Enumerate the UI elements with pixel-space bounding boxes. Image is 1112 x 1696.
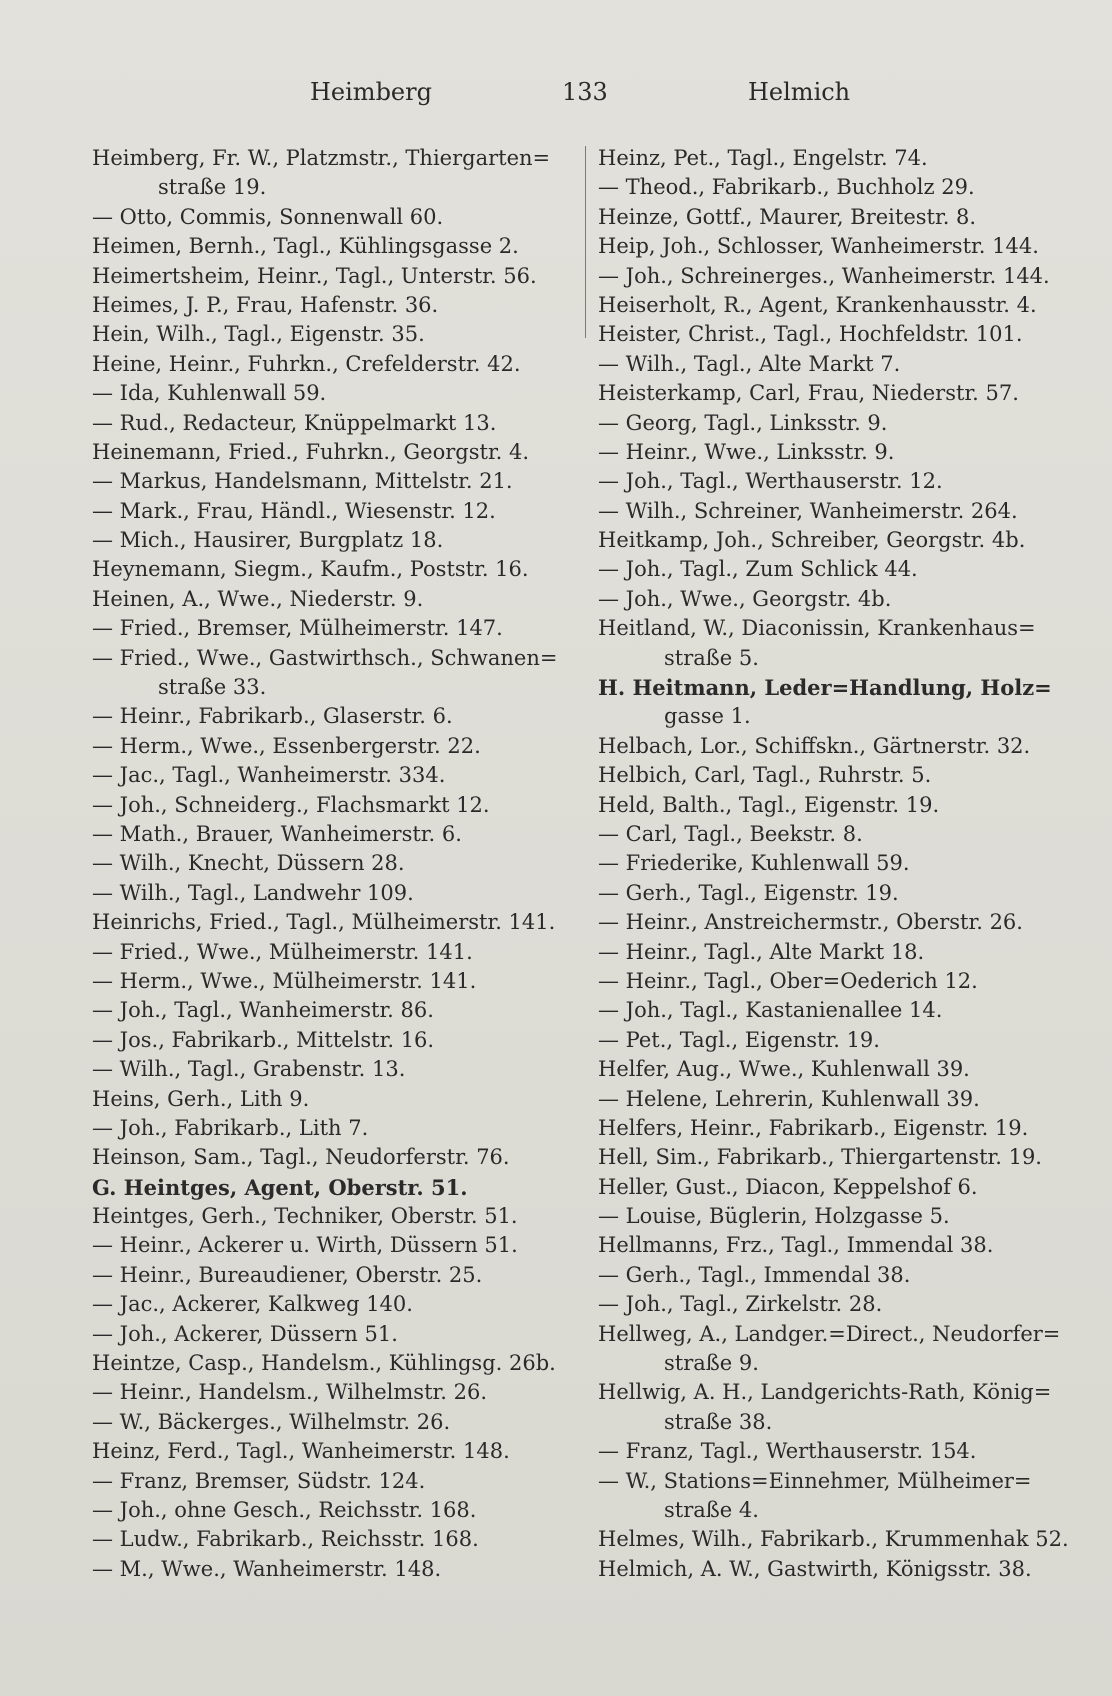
directory-entry: Helfers, Heinr., Fabrikarb., Eigenstr. 19. xyxy=(598,1115,1029,1140)
directory-entry: Heintze, Casp., Handelsm., Kühlingsg. 26b. xyxy=(92,1351,556,1376)
directory-entry: — Heinr., Tagl., Ober=Oederich 12. xyxy=(598,968,978,993)
header-right-keyword: Helmich xyxy=(748,78,851,106)
directory-entry: — Joh., Tagl., Kastanienallee 14. xyxy=(598,998,943,1023)
directory-entry: Heimertsheim, Heinr., Tagl., Unterstr. 56. xyxy=(92,263,537,288)
directory-entry: Hell, Sim., Fabrikarb., Thiergartenstr. 19. xyxy=(598,1145,1042,1170)
directory-entry: — Heinr., Fabrikarb., Glaserstr. 6. xyxy=(92,704,453,729)
directory-entry: — W., Stations=Einnehmer, Mülheimer= xyxy=(598,1468,1032,1493)
directory-entry: — Joh., ohne Gesch., Reichsstr. 168. xyxy=(92,1497,477,1522)
directory-entry: — Jos., Fabrikarb., Mittelstr. 16. xyxy=(92,1027,435,1052)
directory-entry: — Joh., Tagl., Wanheimerstr. 86. xyxy=(92,998,434,1023)
directory-entry: Hein, Wilh., Tagl., Eigenstr. 35. xyxy=(92,322,425,347)
directory-entry: — Ida, Kuhlenwall 59. xyxy=(92,381,327,406)
directory-entry: — Math., Brauer, Wanheimerstr. 6. xyxy=(92,821,462,846)
directory-entry: — Heinr., Handelsm., Wilhelmstr. 26. xyxy=(92,1380,488,1405)
directory-entry: Heins, Gerh., Lith 9. xyxy=(92,1086,310,1111)
directory-entry: Heynemann, Siegm., Kaufm., Poststr. 16. xyxy=(92,557,529,582)
directory-entry: Helmich, A. W., Gastwirth, Königsstr. 38. xyxy=(598,1556,1032,1581)
directory-entry: — Gerh., Tagl., Immendal 38. xyxy=(598,1262,911,1287)
directory-entry: Heinz, Ferd., Tagl., Wanheimerstr. 148. xyxy=(92,1439,510,1464)
directory-entry: — Herm., Wwe., Mülheimerstr. 141. xyxy=(92,968,477,993)
directory-entry: Heine, Heinr., Fuhrkn., Crefelderstr. 42. xyxy=(92,351,521,376)
directory-entry: — Joh., Schreinerges., Wanheimerstr. 144. xyxy=(598,263,1050,288)
directory-entry: — Wilh., Schreiner, Wanheimerstr. 264. xyxy=(598,498,1018,523)
directory-entry: — Markus, Handelsmann, Mittelstr. 21. xyxy=(92,469,513,494)
left-column xyxy=(92,144,574,1584)
directory-entry: Heiserholt, R., Agent, Krankenhausstr. 4. xyxy=(598,292,1037,317)
directory-entry: — Heinr., Ackerer u. Wirth, Düssern 51. xyxy=(92,1233,518,1258)
directory-entry: — Georg, Tagl., Linksstr. 9. xyxy=(598,410,888,435)
directory-entry: — Heinr., Anstreichermstr., Oberstr. 26. xyxy=(598,910,1023,935)
directory-entry: Heitland, W., Diaconissin, Krankenhaus= xyxy=(598,616,1036,641)
directory-entry: — Otto, Commis, Sonnenwall 60. xyxy=(92,204,444,229)
directory-entry: — Franz, Bremser, Südstr. 124. xyxy=(92,1468,426,1493)
running-header xyxy=(0,78,1112,108)
directory-entry: Heinz, Pet., Tagl., Engelstr. 74. xyxy=(598,146,928,170)
directory-entry: gasse 1. xyxy=(664,704,751,729)
directory-entry: — Franz, Tagl., Werthauserstr. 154. xyxy=(598,1439,977,1464)
directory-entry: Helfer, Aug., Wwe., Kuhlenwall 39. xyxy=(598,1057,970,1082)
directory-entry: — Heinr., Tagl., Alte Markt 18. xyxy=(598,939,925,964)
directory-entry: — Mich., Hausirer, Burgplatz 18. xyxy=(92,528,444,553)
directory-entry: — Heinr., Wwe., Linksstr. 9. xyxy=(598,439,895,464)
directory-entry: straße 9. xyxy=(664,1351,759,1376)
directory-entry: — Heinr., Bureaudiener, Oberstr. 25. xyxy=(92,1262,483,1287)
directory-entry: — Joh., Wwe., Georgstr. 4b. xyxy=(598,586,892,611)
directory-entry: Heitkamp, Joh., Schreiber, Georgstr. 4b. xyxy=(598,528,1026,553)
directory-entry: Heintges, Gerh., Techniker, Oberstr. 51. xyxy=(92,1204,518,1229)
directory-entry: G. Heintges, Agent, Oberstr. 51. xyxy=(92,1174,468,1200)
directory-entry: — Gerh., Tagl., Eigenstr. 19. xyxy=(598,880,899,905)
header-left-keyword: Heimberg xyxy=(310,78,432,106)
directory-entry: — Herm., Wwe., Essenbergerstr. 22. xyxy=(92,733,481,758)
directory-entry: Hellwig, A. H., Landgerichts-Rath, König= xyxy=(598,1380,1052,1405)
directory-entry: — Wilh., Tagl., Grabenstr. 13. xyxy=(92,1057,406,1082)
directory-entry: — Ludw., Fabrikarb., Reichsstr. 168. xyxy=(92,1527,479,1552)
directory-entry: Heinemann, Fried., Fuhrkn., Georgstr. 4. xyxy=(92,439,530,464)
directory-entry: — Pet., Tagl., Eigenstr. 19. xyxy=(598,1027,880,1052)
directory-entry: — Joh., Ackerer, Düssern 51. xyxy=(92,1321,398,1346)
directory-entry: Helbach, Lor., Schiffskn., Gärtnerstr. 32. xyxy=(598,733,1031,758)
directory-entry: — Joh., Schneiderg., Flachsmarkt 12. xyxy=(92,792,490,817)
directory-entry: Heip, Joh., Schlosser, Wanheimerstr. 144. xyxy=(598,234,1039,259)
directory-entry: — Wilh., Knecht, Düssern 28. xyxy=(92,851,405,876)
directory-entry: Heimberg, Fr. W., Platzmstr., Thiergarten= xyxy=(92,146,551,170)
directory-entry: Heinson, Sam., Tagl., Neudorferstr. 76. xyxy=(92,1145,510,1170)
directory-entry: Hellweg, A., Landger.=Direct., Neudorfer= xyxy=(598,1321,1061,1346)
directory-entry: — M., Wwe., Wanheimerstr. 148. xyxy=(92,1556,442,1581)
directory-entry: — Joh., Tagl., Zum Schlick 44. xyxy=(598,557,918,582)
directory-entry: — Theod., Fabrikarb., Buchholz 29. xyxy=(598,175,975,200)
directory-entry: H. Heitmann, Leder=Handlung, Holz= xyxy=(598,675,1052,701)
directory-entry: — Joh., Tagl., Werthauserstr. 12. xyxy=(598,469,943,494)
directory-entry: Held, Balth., Tagl., Eigenstr. 19. xyxy=(598,792,940,817)
directory-entry: Hellmanns, Frz., Tagl., Immendal 38. xyxy=(598,1233,994,1258)
directory-entry: straße 38. xyxy=(664,1409,773,1434)
directory-entry: — Friederike, Kuhlenwall 59. xyxy=(598,851,910,876)
directory-entry: — Joh., Tagl., Zirkelstr. 28. xyxy=(598,1292,883,1317)
directory-entry: Heinen, A., Wwe., Niederstr. 9. xyxy=(92,586,424,611)
directory-entry: — Mark., Frau, Händl., Wiesenstr. 12. xyxy=(92,498,496,523)
directory-entry: — Jac., Tagl., Wanheimerstr. 334. xyxy=(92,763,446,788)
directory-entry: — Rud., Redacteur, Knüppelmarkt 13. xyxy=(92,410,497,435)
directory-entry: Heisterkamp, Carl, Frau, Niederstr. 57. xyxy=(598,381,1019,406)
directory-entry: Helbich, Carl, Tagl., Ruhrstr. 5. xyxy=(598,763,932,788)
directory-entry: — W., Bäckerges., Wilhelmstr. 26. xyxy=(92,1409,451,1434)
directory-entry: Heimen, Bernh., Tagl., Kühlingsgasse 2. xyxy=(92,234,519,259)
directory-entry: — Carl, Tagl., Beekstr. 8. xyxy=(598,821,863,846)
directory-entry: — Wilh., Tagl., Alte Markt 7. xyxy=(598,351,901,376)
directory-entry: straße 33. xyxy=(158,675,267,700)
directory-entry: straße 4. xyxy=(664,1497,759,1522)
directory-entry: — Wilh., Tagl., Landwehr 109. xyxy=(92,880,414,905)
right-column xyxy=(598,144,1068,1584)
directory-entry: — Fried., Wwe., Mülheimerstr. 141. xyxy=(92,939,473,964)
directory-entry: — Jac., Ackerer, Kalkweg 140. xyxy=(92,1292,413,1317)
directory-entry: Heinze, Gottf., Maurer, Breitestr. 8. xyxy=(598,204,977,229)
directory-entry: — Fried., Wwe., Gastwirthsch., Schwanen= xyxy=(92,645,558,670)
directory-entry: straße 19. xyxy=(158,175,267,200)
directory-entry: Heinrichs, Fried., Tagl., Mülheimerstr. 141. xyxy=(92,910,556,935)
directory-entry: — Joh., Fabrikarb., Lith 7. xyxy=(92,1115,369,1140)
directory-entry: — Louise, Büglerin, Holzgasse 5. xyxy=(598,1204,950,1229)
page-number: 133 xyxy=(562,78,608,106)
directory-entry: Heimes, J. P., Frau, Hafenstr. 36. xyxy=(92,292,439,317)
directory-entry: straße 5. xyxy=(664,645,759,670)
directory-entry: — Fried., Bremser, Mülheimerstr. 147. xyxy=(92,616,503,641)
column-divider xyxy=(585,146,586,338)
directory-entry: Helmes, Wilh., Fabrikarb., Krummenhak 52. xyxy=(598,1527,1069,1552)
directory-entry: Heister, Christ., Tagl., Hochfeldstr. 101. xyxy=(598,322,1023,347)
directory-entry: Heller, Gust., Diacon, Keppelshof 6. xyxy=(598,1174,978,1199)
directory-entry: — Helene, Lehrerin, Kuhlenwall 39. xyxy=(598,1086,980,1111)
